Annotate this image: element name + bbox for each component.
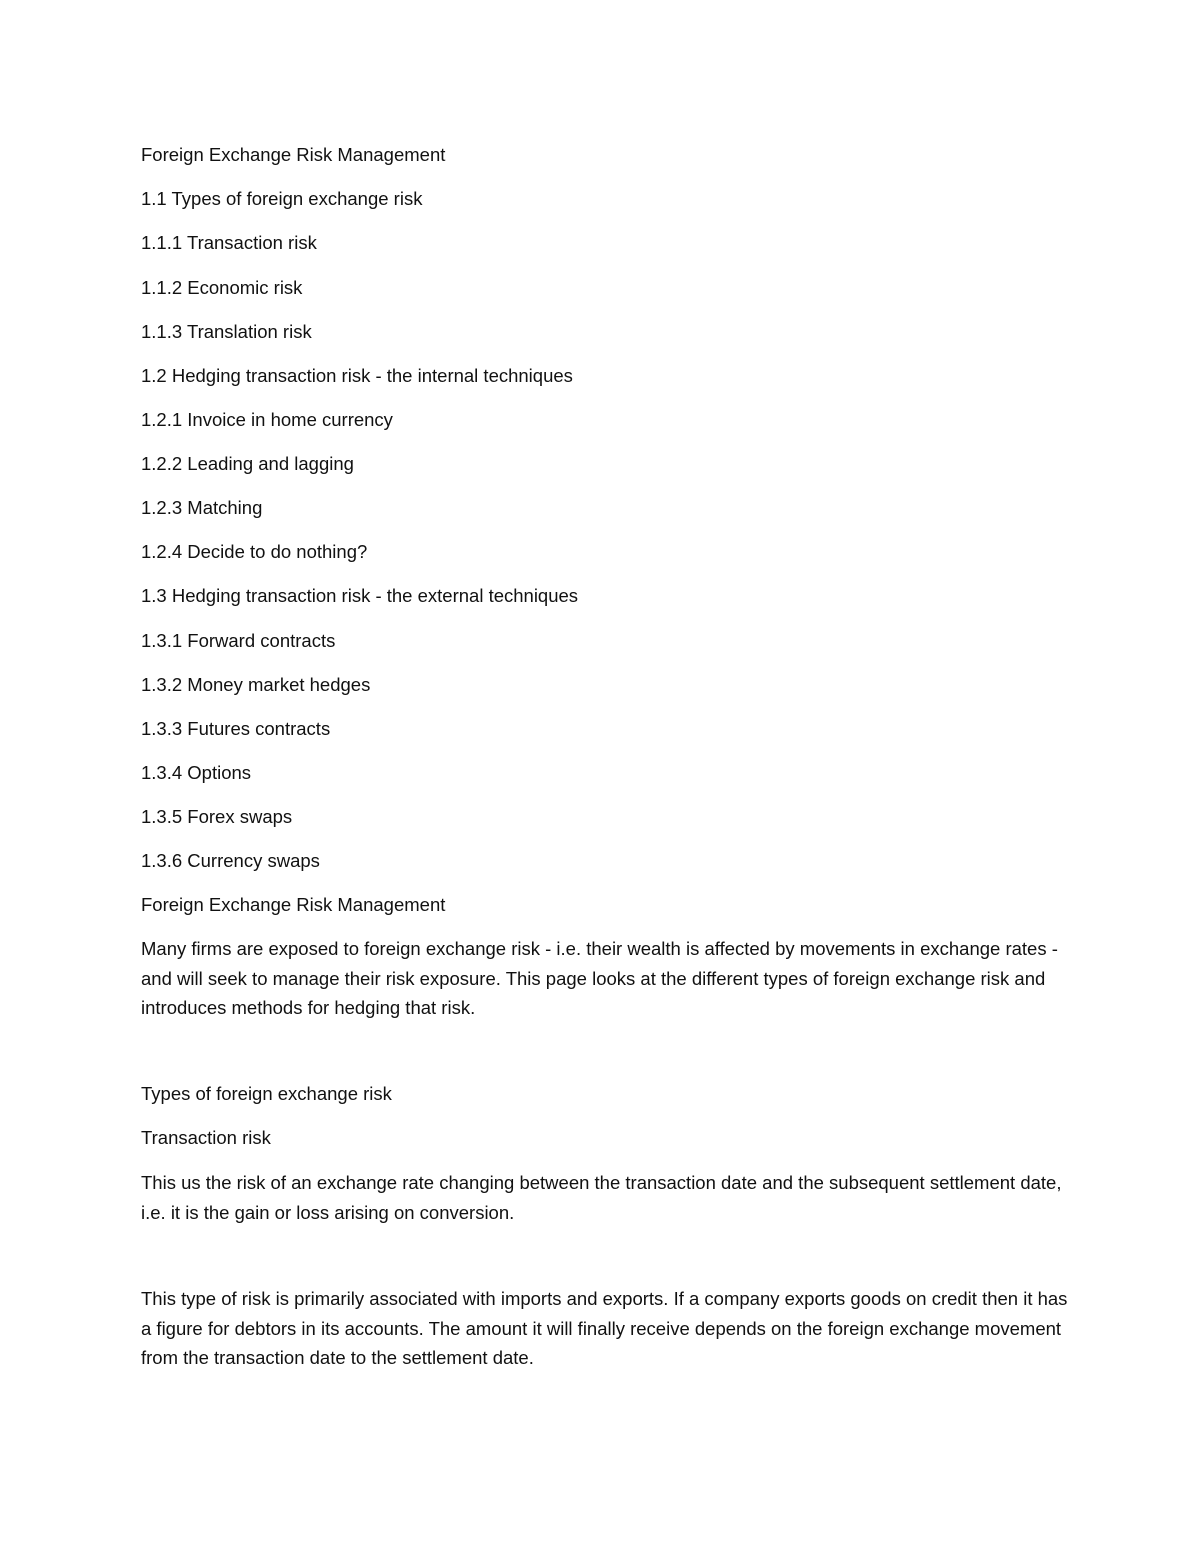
- transaction-risk-paragraph: This us the risk of an exchange rate changing between the transaction date and the subsequent settlement date, i.e. it is the gain or loss arising on conversion.: [141, 1172, 1062, 1223]
- transaction-risk-heading: Transaction risk: [141, 1127, 271, 1148]
- section-title: Foreign Exchange Risk Management: [141, 894, 446, 915]
- toc-item: 1.1.3 Translation risk: [141, 321, 312, 342]
- toc-item: 1.3.1 Forward contracts: [141, 630, 336, 651]
- types-heading: Types of foreign exchange risk: [141, 1083, 392, 1104]
- toc-item: 1.2 Hedging transaction risk - the internal techniques: [141, 365, 573, 386]
- toc-item: 1.2.2 Leading and lagging: [141, 453, 354, 474]
- toc-item: 1.1 Types of foreign exchange risk: [141, 188, 423, 209]
- toc-item: 1.3 Hedging transaction risk - the external techniques: [141, 585, 579, 606]
- toc-item: 1.3.6 Currency swaps: [141, 850, 320, 871]
- transaction-risk-paragraph: This type of risk is primarily associated with imports and exports. If a company exports goods on credit then it has a figure for debtors in its accounts. The amount it will finally receive depends on the foreign exchange movement from the transaction date to the settlement date.: [141, 1288, 1068, 1368]
- toc-item: 1.3.3 Futures contracts: [141, 718, 331, 739]
- toc-item: 1.1.2 Economic risk: [141, 277, 303, 298]
- toc-item: 1.1.1 Transaction risk: [141, 232, 317, 253]
- intro-paragraph: Many firms are exposed to foreign exchange risk - i.e. their wealth is affected by movements in exchange rates - and will seek to manage their risk exposure. This page looks at the different types of foreign exchange risk and introduces methods for hedging that risk.: [141, 938, 1058, 1018]
- toc-item: 1.3.4 Options: [141, 762, 252, 783]
- toc-item: 1.2.1 Invoice in home currency: [141, 409, 393, 430]
- toc-item: 1.2.4 Decide to do nothing?: [141, 541, 368, 562]
- toc-item: 1.3.2 Money market hedges: [141, 674, 371, 695]
- toc-item: 1.3.5 Forex swaps: [141, 806, 293, 827]
- toc-item: 1.2.3 Matching: [141, 497, 263, 518]
- document-title: Foreign Exchange Risk Management: [141, 144, 446, 165]
